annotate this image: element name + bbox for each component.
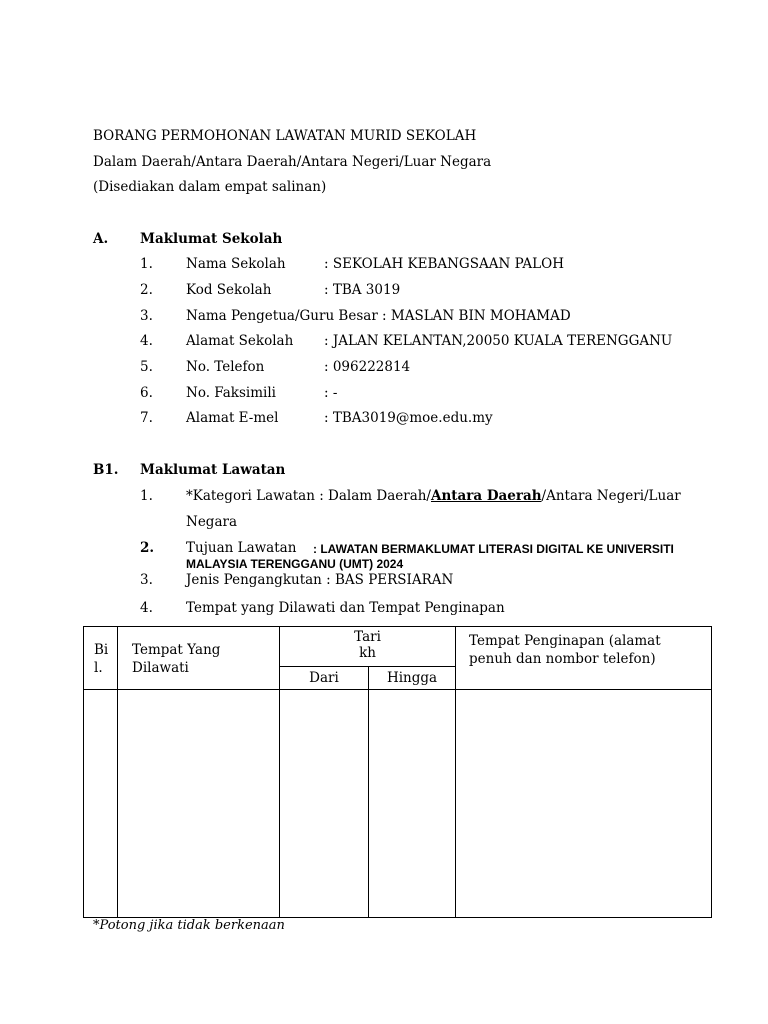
transport-type: Jenis Pengangkutan : BAS PERSIARAN [186, 572, 454, 588]
visit-table [83, 626, 712, 918]
school-code-value: : TBA 3019 [324, 282, 401, 298]
item-number: 6. [140, 385, 153, 401]
table-row [84, 690, 712, 918]
cell-bil [84, 690, 118, 918]
item-number: 1. [140, 488, 153, 504]
school-address-value: : JALAN KELANTAN,20050 KUALA TERENGGANU [324, 333, 673, 349]
visit-category-line2: Negara [186, 514, 237, 530]
section-a-heading: Maklumat Sekolah [140, 231, 283, 247]
item-number: 2. [140, 282, 153, 298]
table-header-row [84, 627, 712, 667]
cell-lodging [456, 690, 712, 918]
visit-purpose-value-line2: MALAYSIA TERENGGANU (UMT) 2024 [186, 557, 404, 571]
item-number: 3. [140, 308, 153, 324]
fax-value: : - [324, 385, 338, 401]
footer-note: *Potong jika tidak berkenaan [93, 918, 285, 933]
col-bil-header [84, 627, 118, 690]
item-number: 3. [140, 572, 153, 588]
cell-from [280, 690, 369, 918]
col-bil-line2: l. [94, 660, 103, 676]
visit-category [186, 490, 681, 504]
phone-label: No. Telefon [186, 359, 265, 375]
item-number: 4. [140, 600, 153, 616]
col-date-header [280, 627, 456, 667]
item-number: 4. [140, 333, 153, 349]
phone-value: : 096222814 [324, 359, 411, 375]
col-to-label: Hingga [386, 670, 438, 686]
section-b1-letter: B1. [93, 462, 119, 478]
email-value: : TBA3019@moe.edu.my [324, 410, 493, 426]
visit-purpose-label: Tujuan Lawatan [186, 540, 297, 556]
school-name-label: Nama Sekolah [186, 256, 286, 272]
school-code-label: Kod Sekolah [186, 282, 272, 298]
item-number: 7. [140, 410, 153, 426]
visit-category-selected: Antara Daerah [430, 488, 542, 504]
places-heading: Tempat yang Dilawati dan Tempat Penginapan [186, 600, 505, 616]
form-title: BORANG PERMOHONAN LAWATAN MURID SEKOLAH [93, 128, 477, 144]
col-to-header [369, 667, 456, 690]
visit-category-suffix: /Antara Negeri/Luar [541, 488, 681, 504]
col-date-line2: kh [359, 645, 376, 661]
form-note: (Disediakan dalam empat salinan) [93, 179, 327, 195]
col-place-header [118, 627, 280, 690]
col-lodging-header [456, 627, 712, 690]
school-name-value: : SEKOLAH KEBANGSAAN PALOH [324, 256, 564, 272]
section-b1-heading: Maklumat Lawatan [140, 462, 286, 478]
cell-to [369, 690, 456, 918]
col-bil-line1: Bi [94, 642, 109, 658]
item-number: 2. [140, 540, 155, 556]
form-subtitle: Dalam Daerah/Antara Daerah/Antara Negeri/Luar Negara [93, 154, 492, 170]
principal-name: Nama Pengetua/Guru Besar : MASLAN BIN MOHAMAD [186, 308, 571, 324]
email-label: Alamat E-mel [186, 410, 279, 426]
col-place-line1: Tempat Yang [132, 642, 221, 658]
section-a-letter: A. [93, 231, 109, 247]
visit-category-prefix: *Kategori Lawatan : Dalam Daerah/ [186, 488, 431, 504]
col-from-header [280, 667, 369, 690]
col-from-label: Dari [309, 670, 339, 686]
fax-label: No. Faksimili [186, 385, 276, 401]
cell-place [118, 690, 280, 918]
col-lodging-line2: penuh dan nombor telefon) [469, 651, 656, 667]
col-lodging-line1: Tempat Penginapan (alamat [469, 633, 661, 649]
col-place-line2: Dilawati [132, 660, 189, 676]
visit-purpose-value-line1: : LAWATAN BERMAKLUMAT LITERASI DIGITAL KE UNIVERSITI [313, 542, 674, 556]
item-number: 1. [140, 256, 153, 272]
col-date-line1: Tari [354, 629, 381, 645]
school-address-label: Alamat Sekolah [186, 333, 294, 349]
item-number: 5. [140, 359, 153, 375]
